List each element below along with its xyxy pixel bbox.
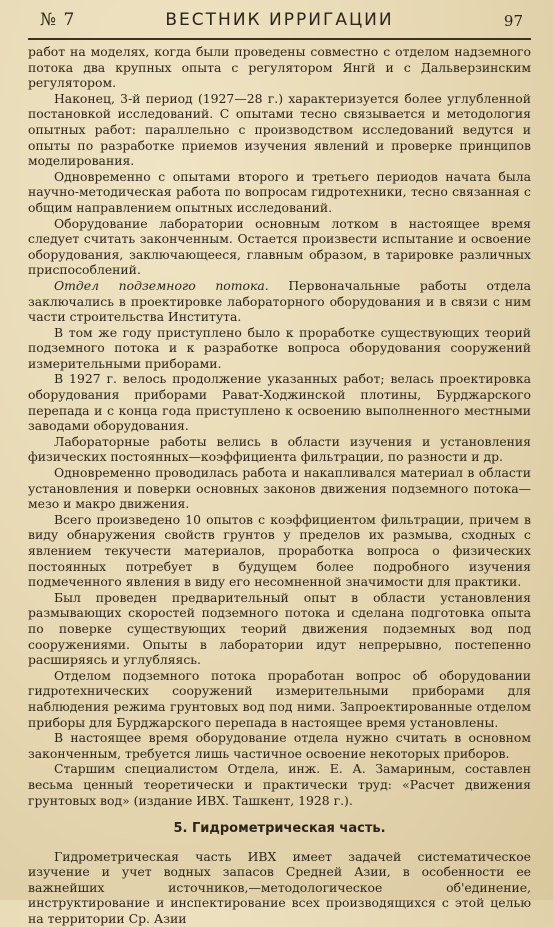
issue-number: № 7 bbox=[40, 10, 76, 30]
paragraph: Отделом подземного потока проработан вопрос об оборудовании гидротехнических сооружений измерительными приборами для наблюдения режима грунтовых вод под ними. Запроектированные отделом приборы для Бурджарского перепада в настоящее время установлены. bbox=[28, 667, 531, 730]
paragraph: В 1927 г. велось продолжение указанных работ; велась проектировка оборудования приборами Рават-Ходжинской плотины, Бурджарского перепада и с конца года приступлено к освоению выполненного местными заводами оборудования. bbox=[28, 371, 531, 434]
paragraph: Оборудование лаборатории основным лотком в настоящее время следует считать законченным. Остается произвести испытание и освоение оборудования, заключающееся, главным образом, в тарировке различных приспособлений. bbox=[28, 215, 531, 278]
subsection-lead: Отдел подземного потока. bbox=[54, 277, 269, 293]
paragraph: Гидрометрическая часть ИВХ имеет задачей систематическое изучение и учет водных запасов Средней Азии, в особенности ее важнейших источников,—методологическое об'единение, инструктирование и инспектирование всех производящихся с этой целью на территории Ср. Азии bbox=[28, 848, 531, 927]
paragraph: Одновременно с опытами второго и третьего периодов начата была научно-методическая работа по вопросам гидротехники, тесно связанная с общим направлением опытных исследований. bbox=[28, 168, 531, 215]
paragraph: Всего произведено 10 опытов с коэффициентом фильтрации, причем в виду обнаружения свойств грунтов у пределов их размыва, сходных с явлением текучести материалов, проработка вопроса о физических постоянных потребует в будущем более подробного изучения подмеченного явления в виду его несомненной значимости для практики. bbox=[28, 511, 531, 590]
paragraph: работ на моделях, когда были проведены совместно с отделом надземного потока два крупных опыта с регулятором Янгй и с Дальверзинским регулятором. bbox=[28, 44, 531, 91]
page-number: 97 bbox=[503, 12, 523, 30]
paragraph: В настоящее время оборудование отдела нужно считать в основном законченным, требуется лишь частичное освоение некоторых приборов. bbox=[28, 730, 531, 761]
paragraph: Наконец, 3-й период (1927—28 г.) характеризуется более углубленной постановкой исследований. С опытами тесно связывается и методология опытных работ: параллельно с производством исследований ведутся и опыты по разработке приемов изучения явлений и проверке принципов моделирования. bbox=[28, 90, 531, 169]
paragraph: Был проведен предварительный опыт в области установления размывающих скоростей подземного потока и сделана подготовка опыта по поверке существующих теорий движения подземных вод под сооружениями. Опыты в лаборатории идут непрерывно, постепенно расширяясь и углубляясь. bbox=[28, 589, 531, 668]
paragraph: Одновременно проводилась работа и накапливался материал в области установления и поверки основных законов движения подземного потока—мезо и макро движения. bbox=[28, 465, 531, 512]
paragraph: Старшим специалистом Отдела, инж. Е. А. Замариным, составлен весьма ценный теоретически и практически труд: «Расчет движения грунтовых вод» (издание ИВХ. Ташкент, 1928 г.). bbox=[28, 761, 531, 808]
section-heading: 5. Гидрометрическая часть. bbox=[173, 821, 386, 837]
paragraph: Лабораторные работы велись в области изучения и установления физических постоянных—коэффициента фильтрации, по разности и др. bbox=[28, 433, 531, 465]
article-body bbox=[28, 44, 531, 927]
paragraph: В том же году приступлено было к проработке существующих теорий подземного потока и к разработке вопроса оборудования сооружений измерительными приборами. bbox=[28, 324, 531, 371]
page-header bbox=[28, 8, 531, 40]
paragraph: Отдел подземного потока. Первоначальные работы отдела заключались в проектировке лабораторного оборудования и в связи с ним части строительства Института. bbox=[28, 277, 532, 325]
journal-title: ВЕСТНИК ИРРИГАЦИИ bbox=[165, 10, 394, 30]
